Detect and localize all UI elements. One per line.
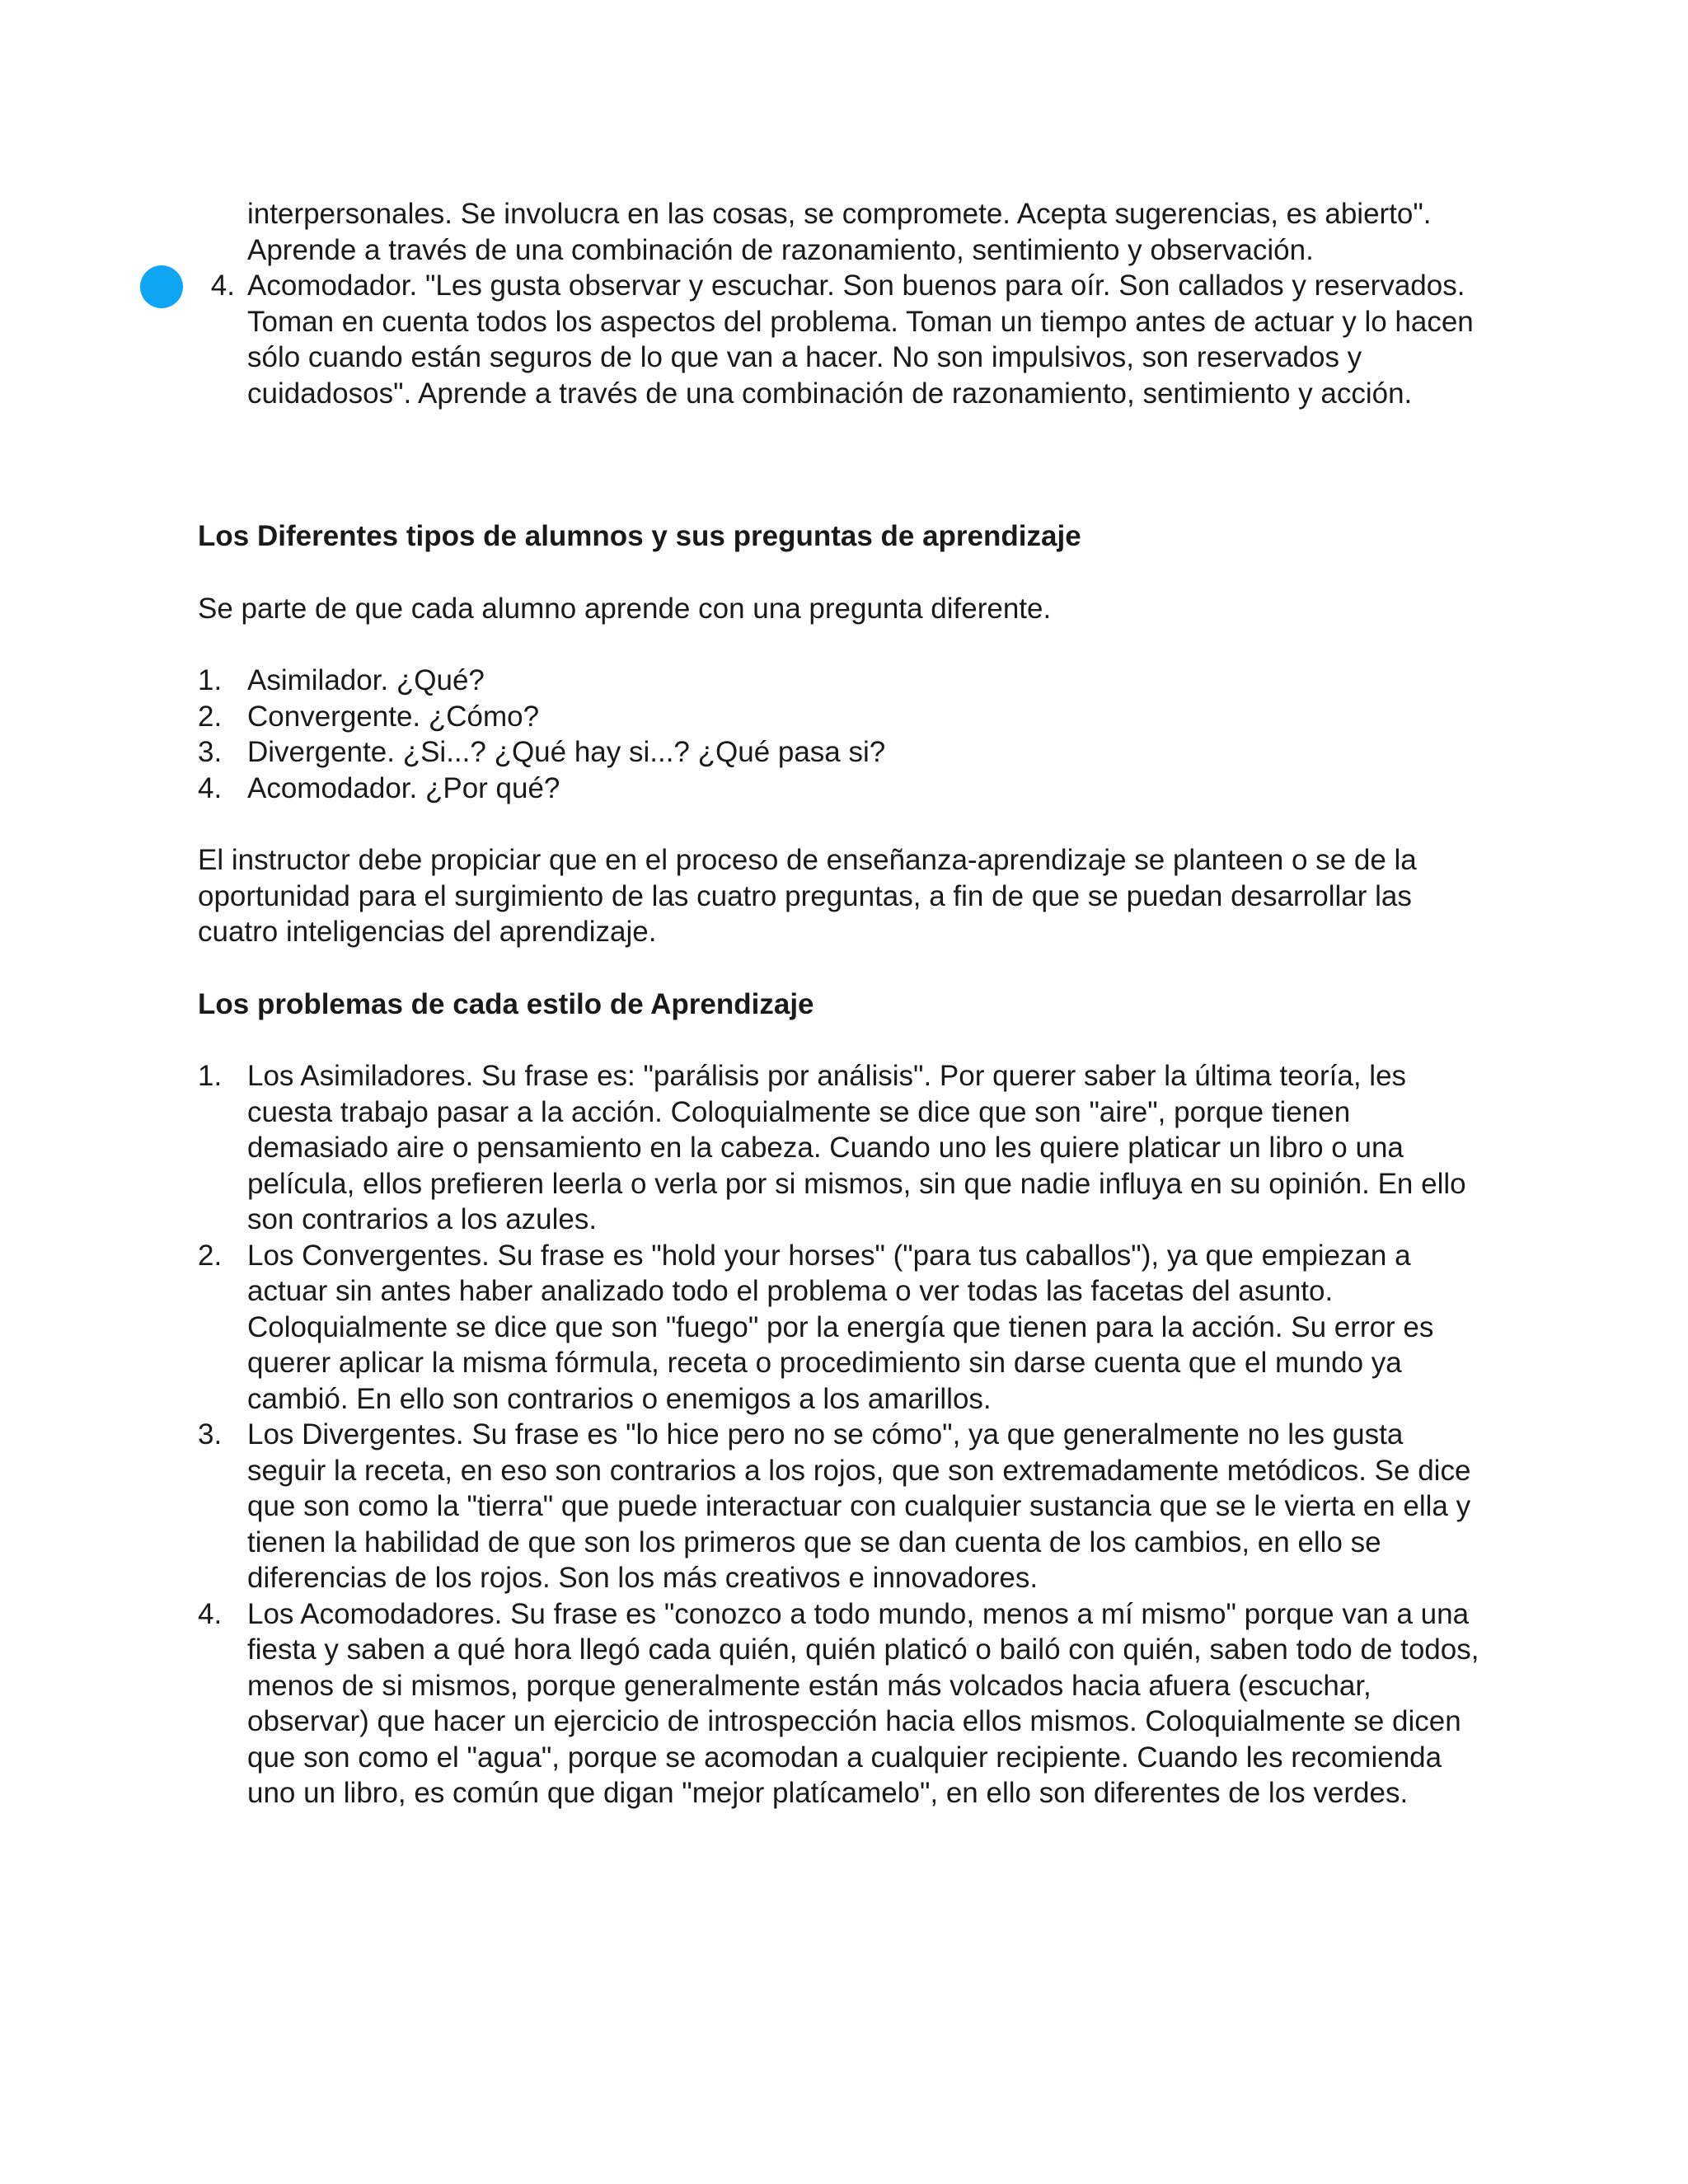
list-item bbox=[198, 771, 1484, 807]
list-item bbox=[198, 1417, 1484, 1596]
questions-list bbox=[198, 663, 1484, 806]
learning-styles-list bbox=[198, 196, 1484, 411]
list-item-number: 1. bbox=[198, 1060, 223, 1092]
list-item bbox=[198, 663, 1484, 699]
list-item-text: interpersonales. Se involucra en las cosas, se compromete. Acepta sugerencias, es abierto". Aprende a través de una combinación de razonamiento, sentimiento y observación. bbox=[247, 198, 1432, 266]
list-item bbox=[198, 699, 1484, 735]
list-item bbox=[198, 1596, 1484, 1811]
list-item bbox=[198, 1238, 1484, 1418]
document-page bbox=[198, 196, 1484, 1811]
list-item-text: Los Convergentes. Su frase es "hold your horses" ("para tus caballos"), ya que empiezan a actuar sin antes haber analizado todo el problema o ver todas las facetas del asunto. Coloquialmente se dice que son "fuego" por la energía que tienen para la acción. Su error es querer aplicar la misma fórmula, receta o procedimiento sin darse cuenta que el mundo ya cambió. En ello son contrarios o enemigos a los amarillos. bbox=[247, 1239, 1434, 1415]
list-item-text: Acomodador. "Les gusta observar y escuchar. Son buenos para oír. Son callados y reservados. Toman en cuenta todos los aspectos del problema. Toman un tiempo antes de actuar y lo hacen sólo cuando están seguros de lo que van a hacer. No son impulsivos, son reservados y cuidadosos". Aprende a través de una combinación de razonamiento, sentimiento y acción. bbox=[247, 269, 1474, 410]
list-item bbox=[198, 196, 1484, 268]
section-intro: Se parte de que cada alumno aprende con una pregunta diferente. bbox=[198, 592, 1052, 625]
list-item-text: Convergente. ¿Cómo? bbox=[247, 700, 540, 733]
list-item-text: Divergente. ¿Si...? ¿Qué hay si...? ¿Qué pasa si? bbox=[247, 736, 886, 768]
section-heading-problems: Los problemas de cada estilo de Aprendizaje bbox=[198, 987, 814, 1020]
list-item-number: 2. bbox=[198, 1239, 223, 1272]
list-item-number: 3. bbox=[198, 1418, 223, 1451]
list-item-text: Los Divergentes. Su frase es "lo hice pero no se cómo", ya que generalmente no les gusta seguir la receta, en eso son contrarios a los rojos, que son extremadamente metódicos. Se dice que son como la "tierra" que puede interactuar con cualquier sustancia que se le vierta en ella y tienen la habilidad de que son los primeros que se dan cuenta de los cambios, en ello se diferencias de los rojos. Son los más creativos e innovadores. bbox=[247, 1418, 1471, 1594]
list-item-number: 1. bbox=[198, 664, 223, 696]
list-item-number: 3. bbox=[198, 736, 223, 768]
list-item-text: Los Asimiladores. Su frase es: "parálisis por análisis". Por querer saber la última teoría, les cuesta trabajo pasar a la acción. Coloquialmente se dice que son "aire", porque tienen demasiado aire o pensamiento en la cabeza. Cuando uno les quiere platicar un libro o una película, ellos prefieren leerla o verla por si mismos, sin que nadie influya en su opinión. En ello son contrarios a los azules. bbox=[247, 1060, 1466, 1235]
list-item-text: Los Acomodadores. Su frase es "conozco a todo mundo, menos a mí mismo" porque van a una fiesta y saben a qué hora llegó cada quién, quién platicó o bailó con quién, saben todo de todos, menos de si mismos, porque generalmente están más volcados hacia afuera (escuchar, observar) que hacer un ejercicio de introspección hacia ellos mismos. Coloquialmente se dicen que son como el "agua", porque se acomodan a cualquier recipiente. Cuando les recomienda uno un libro, es común que digan "mejor platícamelo", en ello son diferentes de los verdes. bbox=[247, 1597, 1479, 1809]
list-item bbox=[198, 734, 1484, 771]
list-item-number: 4. bbox=[210, 269, 235, 302]
list-item-number: 2. bbox=[198, 700, 223, 733]
closing-paragraph: El instructor debe propiciar que en el proceso de enseñanza-aprendizaje se planteen o se de la oportunidad para el surgimiento de las cuatro preguntas, a fin de que se puedan desarrollar las cuatro inteligencias del aprendizaje. bbox=[198, 844, 1417, 948]
section-heading-questions: Los Diferentes tipos de alumnos y sus preguntas de aprendizaje bbox=[198, 520, 1081, 552]
list-item bbox=[198, 268, 1484, 411]
list-item bbox=[198, 1058, 1484, 1238]
list-item-number: 4. bbox=[198, 1597, 223, 1630]
list-item-number: 4. bbox=[198, 771, 223, 804]
problems-list bbox=[198, 1058, 1484, 1811]
blue-marker-dot[interactable] bbox=[140, 265, 183, 308]
list-item-text: Asimilador. ¿Qué? bbox=[247, 664, 485, 696]
list-item-text: Acomodador. ¿Por qué? bbox=[247, 771, 560, 804]
